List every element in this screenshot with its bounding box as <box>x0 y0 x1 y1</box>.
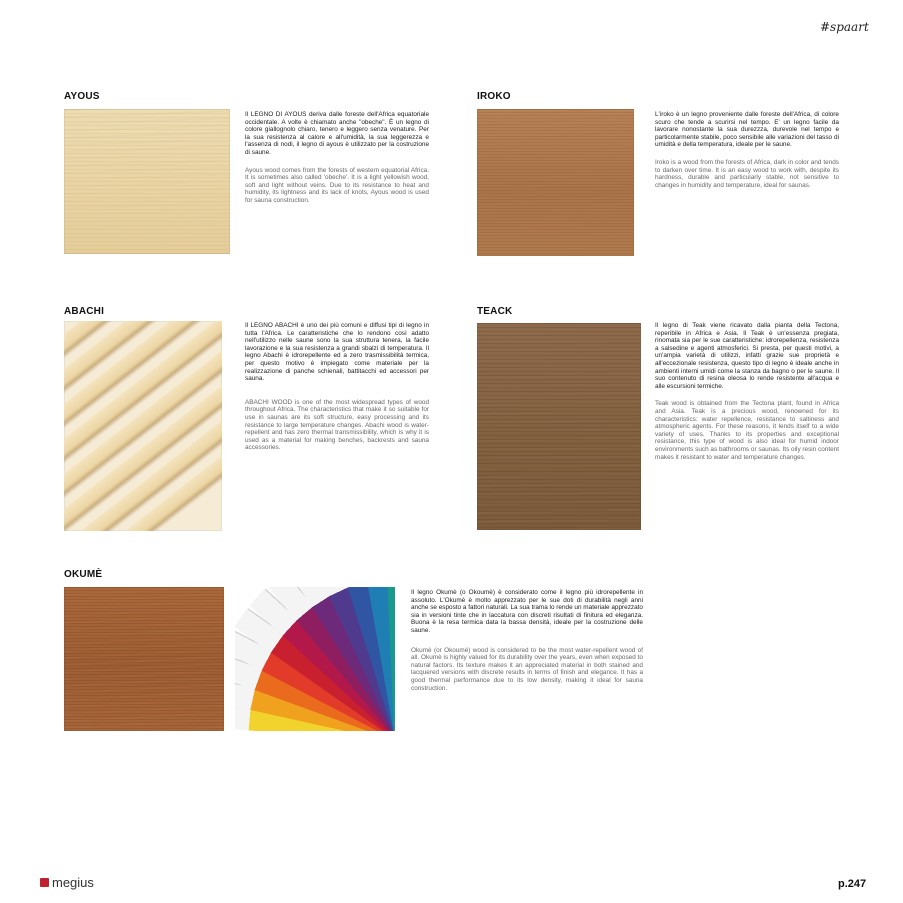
iroko-title: IROKO <box>477 91 511 102</box>
ayous-description <box>245 111 429 205</box>
ayous-title: AYOUS <box>64 91 100 102</box>
color-fan-deck-image <box>235 587 395 731</box>
logo-wordmark: megius <box>52 875 94 890</box>
ayous-wood-image <box>64 109 230 254</box>
abachi-description <box>245 322 429 452</box>
okume-wood-image <box>64 587 224 731</box>
abachi-title: ABACHI <box>64 306 105 317</box>
iroko-text-italian: L'iroko è un legno proveniente dalle foreste dell'Africa, di colore scuro che tende a scurirsi nel tempo. E' un legno facile da lavorare nonostante la sua durezzza, durevole nel tempo e particolarmente stabile, poco sensibile alle variazioni del tasso di umidità e della temperatura, ideale per le saune. <box>655 111 839 149</box>
abachi-text-english: ABACHI WOOD is one of the most widespread types of wood throughout Africa. The characteristics that make it so suitable for use in saunas are its soft structure, easy processing and its resistance to large temperature changes. Abachi wood is water-repellent and has zero thermal transmissibility, which is why it is used as a material for making benches, backrests and sauna accessories. <box>245 398 429 452</box>
ayous-text-italian: Il LEGNO DI AYOUS deriva dalle foreste dell'Africa equatoriale occidentale. A volte è chiamato anche "obeche". È un legno di colore giallognolo chiaro, tenero e leggero senza venature. Per la sua resistenza al calore e all'umidità, la sua leggerezza e l'assenza di nodi, il legno di ayous è utilizzato per la costruzione di saune. <box>245 111 429 156</box>
teack-text-italian: Il legno di Teak viene ricavato dalla pianta della Tectona, reperibile in Africa e Asia. Il Teak è un'essenza pregiata, rinomata sia per le sue caratteristiche: idrorepellenza, resistenza a salsedine e agenti atmosferici. Si presta, per questi motivi, a un'ampia varietà di utilizzi, infatti grazie sue proprietà e all'eccezionale resistenza, questo tipo di legno è ideale anche in ambienti interni umidi come la stanza da bagno o per le saune. Il suo contenuto di resina oleosa lo rende resistente all'acqua e alle escursioni termiche. <box>655 322 839 390</box>
teack-description <box>655 322 839 461</box>
iroko-description <box>655 111 839 189</box>
page-number: p.247 <box>838 878 867 890</box>
teack-title: TEACK <box>477 306 513 317</box>
okume-description <box>411 589 643 692</box>
okume-title: OKUMÈ <box>64 569 103 580</box>
iroko-wood-image <box>477 109 634 256</box>
iroko-text-english: Iroko is a wood from the forests of Africa, dark in color and tends to darken over time. It is an easy wood to work with, despite its hardness, durable and particularly stable, not sensitive to changes in humidity and temperature, ideal for saunas. <box>655 158 839 189</box>
abachi-wood-image <box>64 321 222 531</box>
okume-text-english: Okumè (or Okoumè) wood is considered to be the most water-repellent wood of all. Okumè is highly valued for its durability over the years, even when exposed to natural factors. Its texture makes it an appreciated material in both stained and lacquered versions with discrete results in terms of finish and elegance. It has a good thermal performance due to its low density, making it ideal for sauna construction. <box>411 646 643 692</box>
ayous-text-english: Ayous wood comes from the forests of western equatorial Africa. It is sometimes also called 'obeche'. It is a light yellowish wood, soft and light without veins. Due to its resistance to heat and humidity, its lightness and its lack of knots, Ayous wood is used for sauna construction. <box>245 166 429 204</box>
teack-wood-image <box>477 323 641 530</box>
logo-mark-icon <box>40 878 49 887</box>
okume-text-italian: Il legno Okumè (o Okoumè) è considerato come il legno più idrorepellente in assoluto. L'Okumè è molto apprezzato per le sue doti di durabilità negli anni anche se esposto a fattori naturali. La sua trama lo rende un materiale apprezzato sia in versioni tinte che in laccatura con discreti risultati di finitura ed eleganza. Buona è la resa termica data la bassa densità, ideale per la costruzione delle saune. <box>411 589 643 634</box>
megius-logo <box>40 875 94 890</box>
teack-text-english: Teak wood is obtained from the Tectona plant, found in Africa and Asia. Teak is a precious wood, renowned for its characteristics: water repellence, resistance to saltiness and atmospheric agents. For these reasons, it lends itself to a wide variety of uses. Thanks to its properties and exceptional resistance, this type of wood is also ideal for humid indoor environments such as bathrooms or saunas. Its oily resin content makes it resistant to water and temperature changes. <box>655 400 839 461</box>
brand-hashtag: #spaart <box>820 20 869 34</box>
abachi-text-italian: Il LEGNO ABACHI è uno dei più comuni e diffusi tipi di legno in tutta l'Africa. Le caratteristiche che lo rendono così adatto nell'utilizzo nelle saune sono la sua struttura tenera, la facile lavorazione e la sua resistenza a grandi sbalzi di temperatura. Il legno Abachi è idrorepellente ed a zero trasmissibilità termica, per questo motivo è impiegato come materiale per la realizzazione di panche schienali, battitacchi ed accessori per sauna. <box>245 322 429 383</box>
